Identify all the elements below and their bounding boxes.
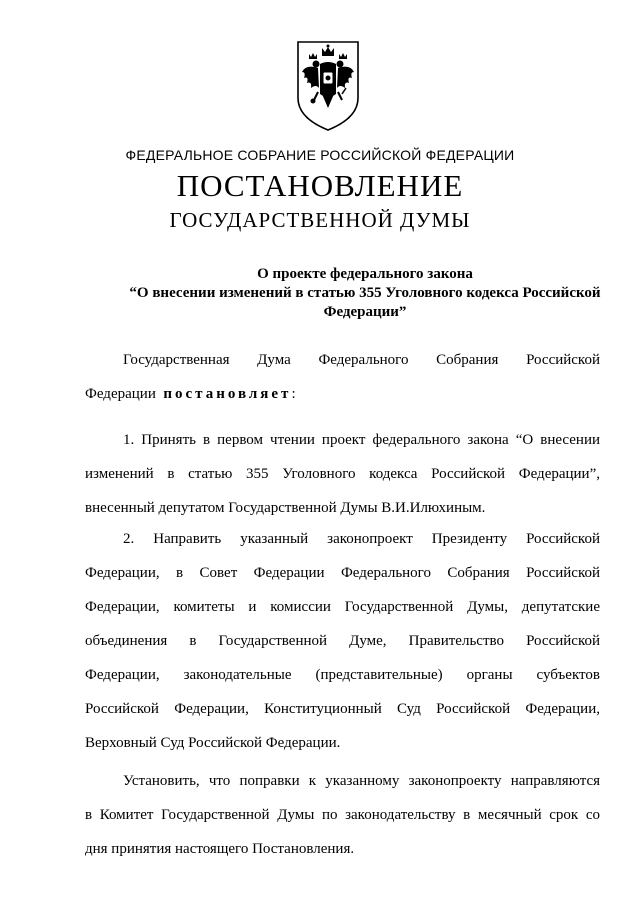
subject-line: О проекте федерального закона — [257, 266, 473, 282]
closing-line: в Комитет Государственной Думы по законодательству в месячный срок со — [85, 807, 600, 823]
item-1-line: изменений в статью 355 Уголовного кодекса Российской Федерации”, — [85, 466, 600, 482]
closing-line: дня принятия настоящего Постановления. — [85, 841, 355, 857]
intro-suffix: : — [291, 386, 296, 402]
closing-line: Установить, что поправки к указанному законопроекту направляются — [123, 773, 600, 789]
closing-paragraph — [85, 764, 600, 866]
item-1-paragraph — [85, 423, 600, 525]
item-1-line: 1. Принять в первом чтении проект федерального закона “О внесении — [123, 432, 600, 448]
subject-line: “О внесении изменений в статью 355 Уголовного кодекса Российской — [129, 285, 601, 301]
item-2-line: объединения в Государственной Думе, Правительство Российской — [85, 633, 600, 649]
issuer-title: ГОСУДАРСТВЕННОЙ ДУМЫ — [169, 208, 471, 232]
intro-prefix: Федерации — [85, 386, 156, 402]
item-2-line: Российской Федерации, Конституционный Суд Российской Федерации, — [85, 701, 600, 717]
item-2-line: Федерации, в Совет Федерации Федерального Собрания Российской — [85, 565, 600, 581]
intro-line — [85, 377, 600, 411]
coat-of-arms-icon — [292, 38, 364, 134]
document-subject — [110, 265, 620, 322]
item-2-line: Верховный Суд Российской Федерации. — [85, 735, 341, 751]
intro-paragraph — [85, 343, 600, 411]
item-2-line: Федерации, законодательные (представительные) органы субъектов — [85, 667, 600, 683]
item-2-paragraph — [85, 522, 600, 760]
decree-keyword: постановляет — [163, 386, 292, 402]
intro-line: Государственная Дума Федерального Собрания Российской — [123, 352, 600, 368]
item-2-line: Федерации, комитеты и комиссии Государственной Думы, депутатские — [85, 599, 600, 615]
item-2-line: 2. Направить указанный законопроект Президенту Российской — [123, 531, 600, 547]
subject-line: Федерации” — [323, 304, 407, 320]
item-1-line: внесенный депутатом Государственной Думы В.И.Илюхиным. — [85, 500, 486, 516]
document-type-title: ПОСТАНОВЛЕНИЕ — [176, 168, 464, 203]
organization-name: ФЕДЕРАЛЬНОЕ СОБРАНИЕ РОССИЙСКОЙ ФЕДЕРАЦИИ — [125, 147, 515, 163]
